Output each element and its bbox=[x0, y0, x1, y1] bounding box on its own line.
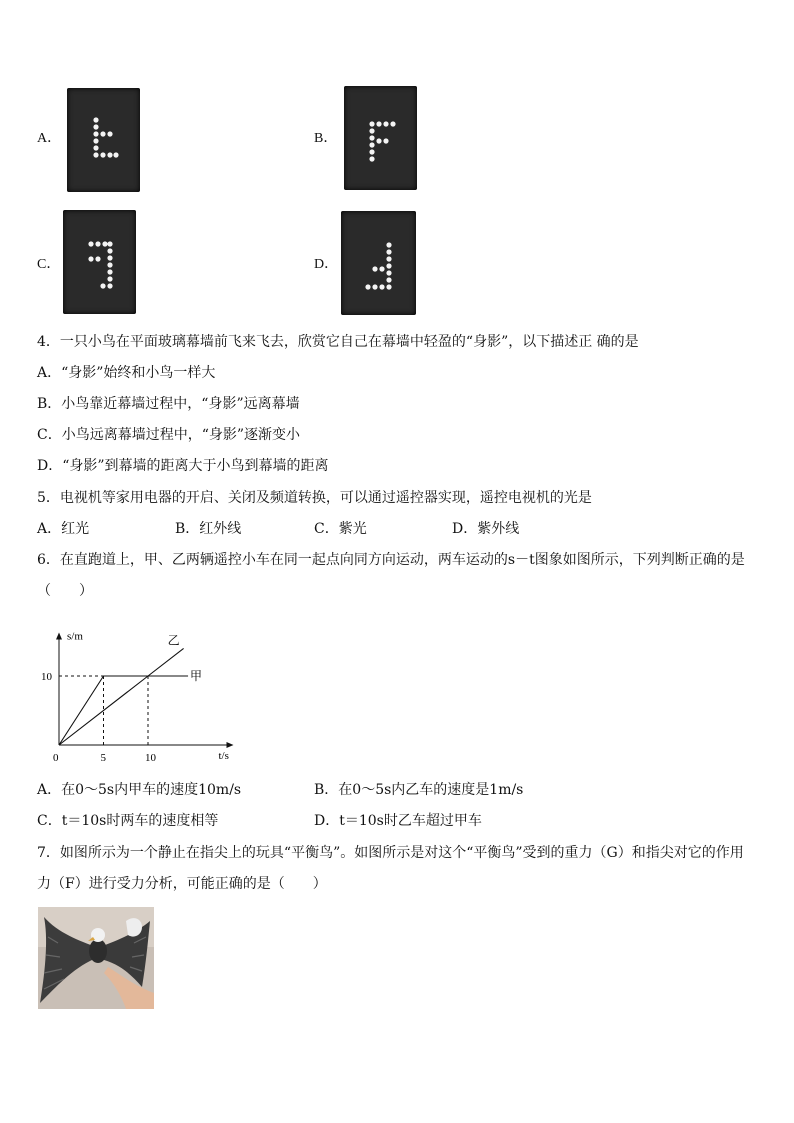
led-letter-F-icon bbox=[344, 86, 417, 190]
q7-stem-line2: 力（F）进行受力分析，可能正确的是（ ） bbox=[37, 876, 327, 892]
q4-option-a: A．“身影”始终和小鸟一样大 bbox=[37, 365, 216, 381]
q3-option-c-image bbox=[63, 210, 136, 314]
q3-option-d-image bbox=[341, 211, 416, 315]
q3-option-c-label: C． bbox=[37, 257, 61, 272]
balance-bird-icon bbox=[38, 907, 154, 1009]
q5-option-d: D．紫外线 bbox=[452, 521, 520, 537]
q6-option-d: D．t＝10s时乙车超过甲车 bbox=[314, 813, 482, 829]
q3-option-d-label: D． bbox=[314, 257, 339, 272]
series-line-yi bbox=[59, 648, 184, 745]
q5-option-a: A．红光 bbox=[37, 521, 90, 537]
series-line-jia bbox=[59, 676, 188, 745]
q6-option-b: B．在0～5s内乙车的速度是1m/s bbox=[314, 782, 524, 798]
q4-option-d: D．“身影”到幕墙的距离大于小鸟到幕墙的距离 bbox=[37, 458, 329, 474]
q7-stem-line1: 7．如图所示为一个静止在指尖上的玩具“平衡鸟”。如图所示是对这个“平衡鸟”受到的重力（G）和指尖对它的作用 bbox=[37, 845, 744, 861]
q5-stem: 5．电视机等家用电器的开启、关闭及频道转换，可以通过遥控器实现，遥控电视机的光是 bbox=[37, 490, 592, 506]
led-letter-mirror-E-icon bbox=[63, 210, 136, 314]
x-tick-label: 5 bbox=[100, 752, 106, 764]
x-tick-label: 0 bbox=[53, 752, 59, 764]
series-label-jia: 甲 bbox=[190, 669, 203, 683]
q6-option-c: C．t＝10s时两车的速度相等 bbox=[37, 813, 219, 829]
q3-option-b-label: B． bbox=[314, 131, 338, 146]
y-axis-label: s/m bbox=[67, 630, 83, 643]
st-graph-svg bbox=[35, 612, 229, 772]
balance-bird-photo bbox=[38, 907, 154, 1009]
q4-option-b: B．小鸟靠近幕墙过程中，“身影”远离幕墙 bbox=[37, 396, 300, 412]
st-graph bbox=[35, 612, 229, 772]
led-letter-rotated-F-icon bbox=[341, 211, 416, 315]
q5-option-c: C．紫光 bbox=[314, 521, 367, 537]
y-tick-label: 10 bbox=[41, 671, 52, 683]
series-label-yi: 乙 bbox=[167, 633, 180, 648]
q4-option-c: C．小鸟远离幕墙过程中，“身影”逐渐变小 bbox=[37, 427, 301, 443]
x-axis-label: t/s bbox=[218, 750, 229, 762]
q3-option-b-image bbox=[344, 86, 417, 190]
q3-option-a-label: A． bbox=[37, 131, 62, 146]
q6-option-a: A．在0～5s内甲车的速度10m/s bbox=[37, 782, 242, 798]
q6-paren: （ ） bbox=[37, 583, 93, 599]
led-letter-upside-e-icon bbox=[67, 88, 140, 192]
q6-stem: 6．在直跑道上，甲、乙两辆遥控小车在同一起点向同方向运动，两车运动的s－t图象如图所示，下列判断正确的是 bbox=[37, 552, 745, 568]
x-tick-label: 10 bbox=[145, 752, 156, 764]
q3-option-a-image bbox=[67, 88, 140, 192]
q4-stem: 4．一只小鸟在平面玻璃幕墙前飞来飞去，欣赏它自己在幕墙中轻盈的“身影”，以下描述正 确的是 bbox=[37, 334, 639, 350]
q5-option-b: B．红外线 bbox=[175, 521, 242, 537]
